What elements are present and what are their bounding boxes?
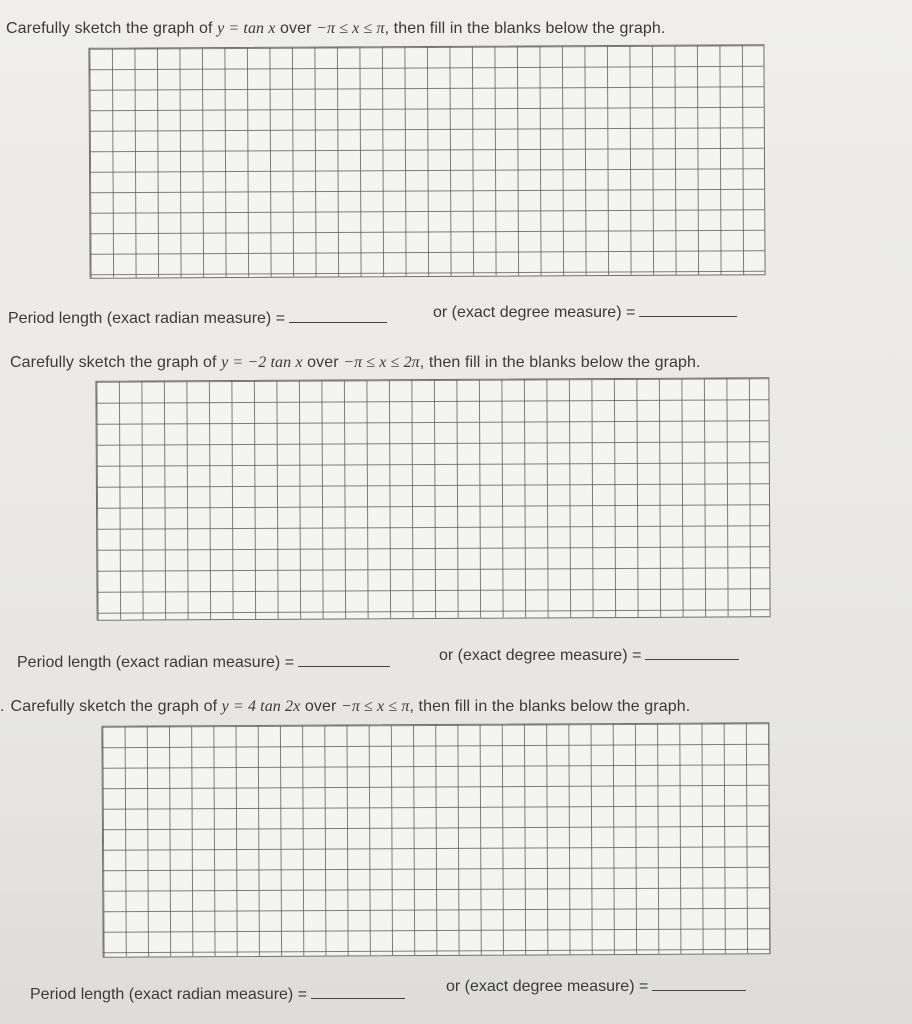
problem-1-graph-grid[interactable]	[88, 44, 765, 279]
problem-2-interval: −π ≤ x ≤ 2π	[343, 354, 420, 371]
problem-1-prompt	[6, 20, 665, 38]
problem-2-radian-blank[interactable]	[298, 652, 390, 667]
problem-1-answer-line	[8, 308, 387, 328]
problem-3-period-degree-label: or (exact degree measure) =	[446, 978, 649, 995]
problem-2-answer-line-degree	[439, 645, 739, 665]
problem-2-prompt-after: , then fill in the blanks below the graph.	[419, 354, 701, 371]
problem-3-bullet: .	[0, 698, 5, 715]
problem-1-period-degree-label: or (exact degree measure) =	[433, 304, 636, 321]
problem-1-over: over	[275, 20, 317, 37]
problem-1-prompt-after: , then fill in the blanks below the graph.	[384, 20, 666, 37]
problem-3-answer-line-degree	[446, 976, 746, 996]
problem-3-equation: y = 4 tan 2x	[221, 698, 301, 715]
problem-3-over: over	[300, 698, 341, 715]
problem-2-over: over	[302, 354, 344, 371]
problem-1-period-radian-label: Period length (exact radian measure) =	[8, 310, 286, 327]
problem-2-graph-grid[interactable]	[95, 377, 770, 621]
problem-2-prompt	[10, 354, 701, 372]
problem-3-period-radian-label: Period length (exact radian measure) =	[30, 986, 308, 1003]
problem-2-degree-blank[interactable]	[645, 645, 739, 660]
problem-2-answer-line	[17, 652, 390, 672]
problem-3-interval: −π ≤ x ≤ π	[340, 698, 410, 715]
problem-3-radian-blank[interactable]	[311, 984, 405, 999]
problem-3-prompt-after: , then fill in the blanks below the graph.	[409, 698, 691, 715]
problem-2-period-degree-label: or (exact degree measure) =	[439, 647, 642, 664]
problem-3-degree-blank[interactable]	[652, 976, 746, 991]
problem-2-prompt-before: Carefully sketch the graph of	[10, 354, 222, 371]
problem-1-answer-line-degree	[433, 302, 737, 322]
problem-3-graph-grid[interactable]	[101, 722, 770, 957]
problem-1-radian-blank[interactable]	[289, 308, 387, 323]
problem-3-answer-line	[30, 984, 405, 1004]
problem-3-prompt-before: Carefully sketch the graph of	[10, 698, 222, 715]
problem-1-degree-blank[interactable]	[639, 302, 737, 317]
problem-1-interval: −π ≤ x ≤ π	[316, 20, 385, 37]
problem-1-equation: y = tan x	[217, 20, 276, 37]
problem-2-equation: y = −2 tan x	[221, 354, 303, 371]
problem-3-prompt	[0, 698, 690, 716]
problem-1-prompt-before: Carefully sketch the graph of	[6, 20, 218, 37]
problem-2-period-radian-label: Period length (exact radian measure) =	[17, 654, 295, 671]
